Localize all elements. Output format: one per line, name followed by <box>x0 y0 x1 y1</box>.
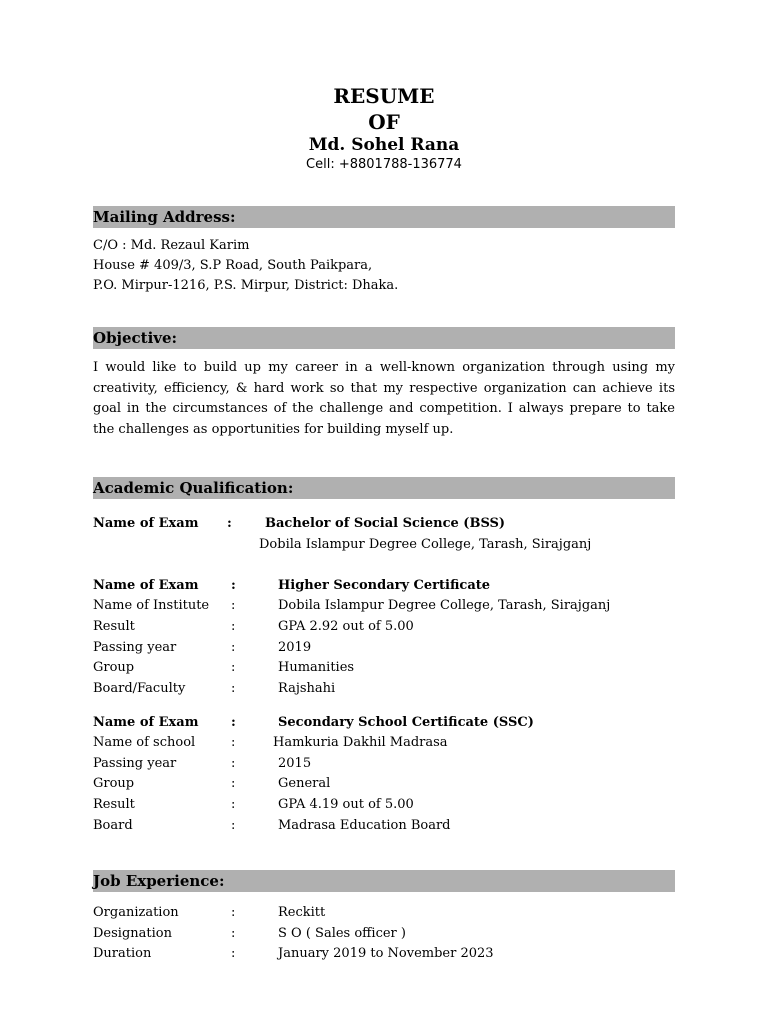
row-label: Name of Exam <box>93 516 199 531</box>
row-value: 2019 <box>278 640 312 655</box>
resume-title: RESUME <box>333 84 435 108</box>
cell-number: Cell: +8801788-136774 <box>306 157 462 172</box>
row-label: Board/Faculty <box>93 681 186 696</box>
row-value: GPA 4.19 out of 5.00 <box>278 797 414 812</box>
academic-heading: Academic Qualification: <box>93 479 294 497</box>
row-colon: : <box>231 715 236 730</box>
row-value: General <box>278 776 331 791</box>
row-value: Madrasa Education Board <box>278 818 451 833</box>
row-value: January 2019 to November 2023 <box>278 946 494 961</box>
row-label: Passing year <box>93 640 177 655</box>
row-colon: : <box>231 818 236 833</box>
row-value: Humanities <box>278 660 355 675</box>
row-value: GPA 2.92 out of 5.00 <box>278 619 414 634</box>
row-colon: : <box>231 797 236 812</box>
mailing-address-heading-bar <box>93 206 675 228</box>
mailing-line: C/O : Md. Rezaul Karim <box>93 238 250 253</box>
row-value: Rajshahi <box>278 681 336 696</box>
candidate-name: Md. Sohel Rana <box>308 135 460 155</box>
row-colon: : <box>231 578 236 593</box>
row-label: Name of Exam <box>93 578 199 593</box>
resume-title-of: OF <box>368 110 400 134</box>
row-label: Organization <box>93 905 179 920</box>
row-label: Passing year <box>93 756 177 771</box>
row-label: Name of school <box>93 735 196 750</box>
row-colon: : <box>231 598 236 613</box>
row-label: Designation <box>93 926 172 941</box>
row-value: 2015 <box>278 756 312 771</box>
job-experience-heading: Job Experience: <box>93 872 225 890</box>
mailing-line: House # 409/3, S.P Road, South Paikpara, <box>93 258 373 273</box>
row-value: Reckitt <box>278 905 326 920</box>
row-colon: : <box>231 946 236 961</box>
row-colon: : <box>231 926 236 941</box>
row-value: Bachelor of Social Science (BSS) <box>265 516 506 531</box>
row-label: Name of Exam <box>93 715 199 730</box>
row-value: S O ( Sales officer ) <box>278 926 406 941</box>
row-label: Result <box>93 619 135 634</box>
row-label: Duration <box>93 946 152 961</box>
academic-heading-bar <box>93 477 675 499</box>
mailing-address-heading: Mailing Address: <box>93 208 236 226</box>
row-colon: : <box>231 776 236 791</box>
row-label: Group <box>93 776 135 791</box>
objective-text: I would like to build up my career in a well-known organization through using my creativity, efficiency, & hard work so that my respective organization can achieve its goal in the circumstances of the challenge and competition. I always prepare to take the challenges as opportunities for building myself up. <box>93 360 675 437</box>
row-colon: : <box>231 681 236 696</box>
objective-heading: Objective: <box>93 329 178 347</box>
row-label: Result <box>93 797 135 812</box>
row-label: Group <box>93 660 135 675</box>
bss-institute: Dobila Islampur Degree College, Tarash, Sirajganj <box>259 537 592 552</box>
row-label: Board <box>93 818 133 833</box>
row-value: Secondary School Certificate (SSC) <box>278 715 534 730</box>
row-colon: : <box>227 516 232 531</box>
row-value: Higher Secondary Certificate <box>278 578 491 593</box>
mailing-line: P.O. Mirpur-1216, P.S. Mirpur, District: Dhaka. <box>93 278 399 293</box>
row-label: Name of Institute <box>93 598 210 613</box>
row-colon: : <box>231 660 236 675</box>
row-colon: : <box>231 619 236 634</box>
row-colon: : <box>231 640 236 655</box>
job-experience-heading-bar <box>93 870 675 892</box>
row-colon: : <box>231 905 236 920</box>
row-value: Hamkuria Dakhil Madrasa <box>273 735 448 750</box>
row-colon: : <box>231 735 236 750</box>
row-colon: : <box>231 756 236 771</box>
row-value: Dobila Islampur Degree College, Tarash, Sirajganj <box>278 598 611 613</box>
objective-heading-bar <box>93 327 675 349</box>
